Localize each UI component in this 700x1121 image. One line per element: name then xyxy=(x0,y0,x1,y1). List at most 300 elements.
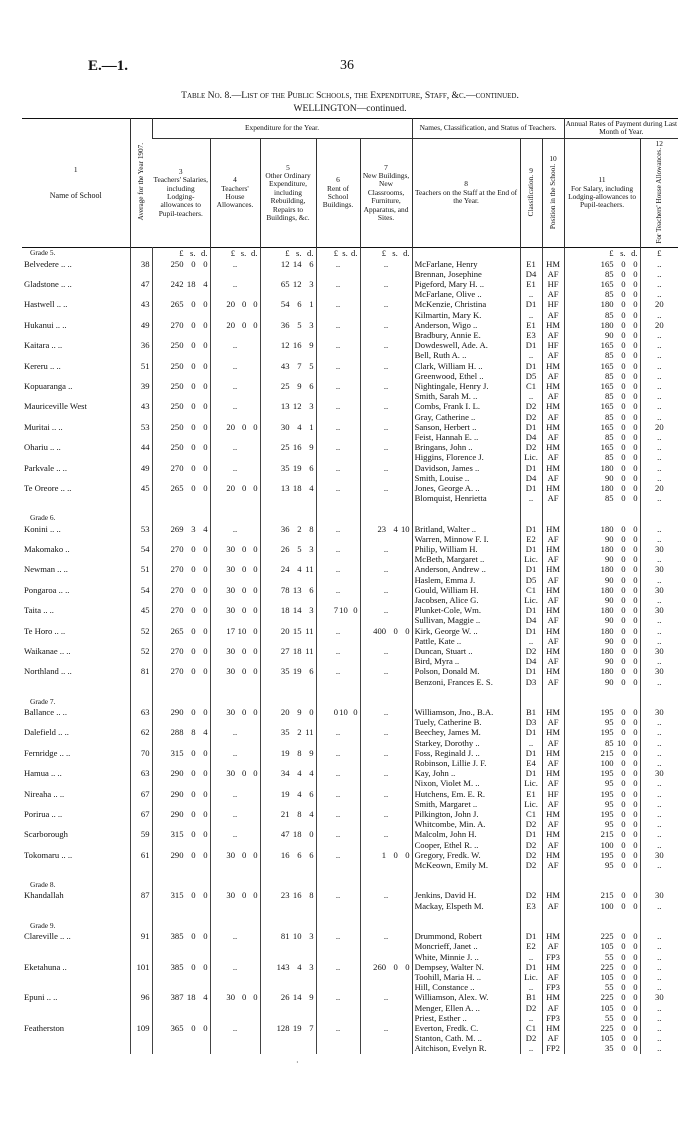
house-allowance-cell xyxy=(210,840,260,850)
position: HM xyxy=(546,543,560,554)
school-row-continued xyxy=(22,819,678,829)
rent-value: .. xyxy=(335,727,341,738)
salaries-cell xyxy=(152,860,210,870)
salary-rate-shillings: 0 xyxy=(621,1033,626,1044)
school-name-cell xyxy=(22,452,130,462)
average-value: 53 xyxy=(140,421,150,432)
salaries-cell xyxy=(152,615,210,625)
rent-cell xyxy=(316,789,360,799)
classification: D2 xyxy=(525,442,537,453)
salaries-amount xyxy=(155,524,208,534)
classification-cell xyxy=(520,768,542,778)
house-amount xyxy=(213,707,258,717)
spacer-cell xyxy=(316,503,360,513)
teacher-name-cell xyxy=(412,809,520,819)
salary-rate-pounds: 165 xyxy=(600,421,614,432)
rent-value: .. xyxy=(335,421,341,432)
other-expenditure-cell xyxy=(260,269,316,279)
classification-cell xyxy=(520,789,542,799)
rent-cell xyxy=(316,310,360,320)
leader-dots: .. xyxy=(62,707,67,718)
salary-rate-pence: 0 xyxy=(633,971,638,982)
new-buildings-cell xyxy=(360,463,412,473)
salaries-amount-shillings: 0 xyxy=(191,564,196,575)
salaries-amount xyxy=(155,626,208,636)
header-rates-group: Annual Rates of Payment during Last Month of Year. xyxy=(565,119,678,137)
rent-cell xyxy=(316,992,360,1002)
salaries-amount-pounds: 265 xyxy=(170,299,184,310)
position: AF xyxy=(547,860,559,871)
salaries-amount-pence: 0 xyxy=(203,646,208,657)
new-buildings-cell xyxy=(360,412,412,422)
school-name: Eketahuna .. xyxy=(24,961,67,972)
house-allowance-cell xyxy=(210,575,260,585)
teacher-name: Bell, Ruth A. .. xyxy=(414,350,467,361)
salary-rate-pounds: 85 xyxy=(604,411,614,422)
classification-cell xyxy=(520,972,542,982)
header-number: 7 xyxy=(384,162,388,172)
position: HM xyxy=(546,931,560,942)
school-name: Mauriceville West xyxy=(24,401,87,412)
other-expenditure-cell xyxy=(260,646,316,656)
rent-cell xyxy=(316,524,360,534)
rent-value: .. xyxy=(335,299,341,310)
other-amount-pounds: 25 xyxy=(280,380,290,391)
position-cell xyxy=(542,778,564,788)
rent-value: .. xyxy=(335,258,341,269)
grade-empty xyxy=(542,880,564,890)
classification: C1 xyxy=(526,584,537,595)
salary-rate-pounds: 165 xyxy=(600,278,614,289)
salaries-cell xyxy=(152,1013,210,1023)
average-cell xyxy=(130,717,152,727)
house-rate: 20 xyxy=(655,299,664,310)
house-rate: 30 xyxy=(655,849,664,860)
classification: D4 xyxy=(525,472,537,483)
average-cell xyxy=(130,962,152,972)
salary-rate-pounds: 195 xyxy=(600,849,614,860)
header-name-of-school xyxy=(22,119,130,248)
house-amount xyxy=(213,320,258,330)
salary-rate xyxy=(567,1013,638,1023)
classification-cell xyxy=(520,463,542,473)
units-money xyxy=(155,248,208,258)
new-buildings-value: .. xyxy=(383,462,389,473)
new-buildings-cell xyxy=(360,738,412,748)
new-buildings-amount-pence: 0 xyxy=(405,625,410,636)
house-rate: 30 xyxy=(655,666,664,677)
classification-cell xyxy=(520,483,542,493)
average-cell xyxy=(130,666,152,676)
position: HM xyxy=(546,666,560,677)
other-amount-shillings: 12 xyxy=(292,278,302,289)
teacher-name: Drummond, Robert xyxy=(414,931,482,942)
salaries-amount-pounds: 288 xyxy=(170,727,184,738)
teacher-name: Anderson, Wigo .. xyxy=(414,319,478,330)
salary-rate-pounds: 55 xyxy=(604,982,614,993)
teacher-name-cell xyxy=(412,789,520,799)
unit-label: £ xyxy=(609,248,614,259)
salaries-amount-pounds: 290 xyxy=(170,788,184,799)
classification: B1 xyxy=(526,992,537,1003)
classification-cell xyxy=(520,432,542,442)
salary-rate-cell xyxy=(564,738,640,748)
position: AF xyxy=(547,778,559,789)
salary-rate-cell xyxy=(564,748,640,758)
other-amount-pence: 3 xyxy=(309,401,314,412)
house-rate-cell xyxy=(640,544,678,554)
grade-title: Grade 9. xyxy=(30,920,56,930)
other-amount-shillings: 18 xyxy=(292,829,302,840)
new-buildings-amount-pence: 0 xyxy=(405,961,410,972)
leader-dots: .. xyxy=(58,421,63,432)
other-amount-pounds: 35 xyxy=(280,666,290,677)
house-rate-cell xyxy=(640,534,678,544)
school-row-continued xyxy=(22,656,678,666)
school-row xyxy=(22,809,678,819)
other-amount-shillings: 12 xyxy=(292,401,302,412)
classification: D2 xyxy=(525,839,537,850)
other-expenditure-cell xyxy=(260,279,316,289)
grade-title-cell xyxy=(22,697,130,707)
new-buildings-cell xyxy=(360,840,412,850)
house-allowance-cell xyxy=(210,850,260,860)
teacher-name-cell xyxy=(412,493,520,503)
salary-rate-pounds: 55 xyxy=(604,1012,614,1023)
other-amount-pence: 11 xyxy=(305,625,314,636)
salary-rate-pence: 0 xyxy=(633,493,638,504)
unit-label: £ xyxy=(179,248,184,259)
other-amount xyxy=(263,666,314,676)
salary-rate-cell xyxy=(564,982,640,992)
school-row-continued xyxy=(22,371,678,381)
position: HM xyxy=(546,707,560,718)
salaries-cell xyxy=(152,350,210,360)
new-buildings-cell xyxy=(360,1033,412,1043)
other-amount-pounds: 24 xyxy=(280,564,290,575)
position: HM xyxy=(546,605,560,616)
salary-rate-shillings: 0 xyxy=(621,462,626,473)
salaries-amount xyxy=(155,992,208,1002)
rent-cell xyxy=(316,1013,360,1023)
salaries-cell xyxy=(152,259,210,269)
classification-cell xyxy=(520,738,542,748)
teacher-name: Williamson, Jno., B.A. xyxy=(414,707,494,718)
salaries-cell xyxy=(152,442,210,452)
classification-cell xyxy=(520,361,542,371)
salary-rate-pounds: 180 xyxy=(600,523,614,534)
salary-rate-shillings: 0 xyxy=(621,309,626,320)
house-rate-cell xyxy=(640,615,678,625)
teacher-name: Pilkington, John J. xyxy=(414,809,479,820)
average-cell xyxy=(130,279,152,289)
salary-rate-shillings: 0 xyxy=(621,380,626,391)
other-expenditure-cell xyxy=(260,299,316,309)
salary-rate-shillings: 0 xyxy=(621,431,626,442)
other-expenditure-cell xyxy=(260,1003,316,1013)
new-buildings-value: .. xyxy=(383,992,389,1003)
classification-cell xyxy=(520,941,542,951)
rent-value: .. xyxy=(335,829,341,840)
leader-dots: .. xyxy=(57,809,63,820)
house-allowance-cell xyxy=(210,432,260,442)
school-row-continued xyxy=(22,677,678,687)
salary-rate xyxy=(567,320,638,330)
school-name-cell xyxy=(22,381,130,391)
new-buildings-value: .. xyxy=(383,707,389,718)
salary-rate-cell xyxy=(564,493,640,503)
house-allowance-cell xyxy=(210,442,260,452)
teacher-name: McKenzie, Christina xyxy=(414,299,487,310)
salaries-cell xyxy=(152,371,210,381)
salary-rate-pounds: 105 xyxy=(600,1002,614,1013)
position: AF xyxy=(547,1033,559,1044)
other-expenditure-cell xyxy=(260,442,316,452)
classification-cell xyxy=(520,850,542,860)
other-expenditure-cell xyxy=(260,1043,316,1053)
grade-title: Grade 8. xyxy=(30,880,56,890)
average-value: 45 xyxy=(140,605,150,616)
salary-rate-cell xyxy=(564,442,640,452)
teacher-name: Tuely, Catherine B. xyxy=(414,717,482,728)
salary-rate-shillings: 0 xyxy=(621,605,626,616)
school-row-continued xyxy=(22,860,678,870)
school-name-cell xyxy=(22,768,130,778)
position-cell xyxy=(542,1003,564,1013)
header-new-buildings xyxy=(360,138,412,247)
teacher-name-cell xyxy=(412,758,520,768)
salaries-amount-shillings: 18 xyxy=(186,278,196,289)
school-row-continued xyxy=(22,473,678,483)
house-rate: .. xyxy=(657,625,662,636)
other-expenditure-cell xyxy=(260,585,316,595)
other-amount-shillings: 13 xyxy=(292,584,302,595)
salary-rate-pence: 0 xyxy=(633,360,638,371)
units-row xyxy=(22,248,678,259)
salary-rate-shillings: 0 xyxy=(621,493,626,504)
salaries-amount-shillings: 0 xyxy=(191,625,196,636)
salaries-cell xyxy=(152,656,210,666)
salary-rate xyxy=(567,748,638,758)
salary-rate-pence: 0 xyxy=(633,595,638,605)
house-rate-cell xyxy=(640,666,678,676)
school-name: Kereru .. xyxy=(24,360,55,371)
rent-value: .. xyxy=(335,931,341,942)
other-amount-pence: 5 xyxy=(309,360,314,371)
position-cell xyxy=(542,666,564,676)
school-name-cell xyxy=(22,646,130,656)
leader-dots: .. xyxy=(66,747,71,758)
house-rate: .. xyxy=(657,839,662,850)
salaries-cell xyxy=(152,789,210,799)
house-amount-shillings: 0 xyxy=(241,299,247,310)
new-buildings-value: .. xyxy=(383,299,389,310)
salaries-amount xyxy=(155,544,208,554)
unit-label: s. xyxy=(190,248,196,259)
salary-rate-cell xyxy=(564,289,640,299)
header-salary-rate xyxy=(564,138,640,247)
salary-rate-pence: 0 xyxy=(633,411,638,422)
average-value: 70 xyxy=(140,747,150,758)
other-expenditure-cell xyxy=(260,493,316,503)
school-row-continued xyxy=(22,330,678,340)
school-name-cell xyxy=(22,727,130,737)
spacer-cell xyxy=(152,870,210,880)
salary-rate-pence: 0 xyxy=(633,289,638,300)
other-amount-pounds: 26 xyxy=(280,992,290,1003)
school-name-cell xyxy=(22,982,130,992)
teacher-name: Philip, William H. xyxy=(414,543,478,554)
school-name-cell xyxy=(22,299,130,309)
classification: E1 xyxy=(526,788,536,799)
classification-cell xyxy=(520,799,542,809)
school-name: Hastwell .. xyxy=(24,299,61,310)
house-amount-shillings: 0 xyxy=(241,421,247,432)
teacher-name: Starkey, Dorothy .. xyxy=(414,737,480,748)
classification: D4 xyxy=(525,268,537,279)
new-buildings-cell xyxy=(360,544,412,554)
teacher-name: White, Minnie J. .. xyxy=(414,951,479,962)
teacher-name-cell xyxy=(412,412,520,422)
new-buildings-value: .. xyxy=(383,401,389,412)
rent-amount-shillings: 10 xyxy=(339,707,348,718)
salaries-amount-pounds: 387 xyxy=(170,992,184,1003)
rent-cell xyxy=(316,605,360,615)
house-allowance-cell xyxy=(210,656,260,666)
house-amount-shillings: 0 xyxy=(241,543,247,554)
teacher-name-cell xyxy=(412,279,520,289)
new-buildings-cell xyxy=(360,605,412,615)
classification-cell xyxy=(520,391,542,401)
classification-cell xyxy=(520,1003,542,1013)
house-rate: .. xyxy=(657,289,662,300)
classification-cell xyxy=(520,524,542,534)
salary-rate-cell xyxy=(564,860,640,870)
salaries-cell xyxy=(152,748,210,758)
other-amount-pounds: 128 xyxy=(276,1022,290,1033)
salary-rate-cell xyxy=(564,299,640,309)
classification: D1 xyxy=(525,482,537,493)
school-row xyxy=(22,544,678,554)
rent-cell xyxy=(316,615,360,625)
school-name-cell xyxy=(22,279,130,289)
average-value: 59 xyxy=(140,829,150,840)
spacer-cell xyxy=(260,911,316,921)
salaries-cell xyxy=(152,666,210,676)
average-cell xyxy=(130,615,152,625)
new-buildings-cell xyxy=(360,320,412,330)
school-row xyxy=(22,381,678,391)
average-cell xyxy=(130,463,152,473)
spacer-cell xyxy=(564,911,640,921)
salary-rate-shillings: 0 xyxy=(621,442,626,453)
salaries-amount-shillings: 0 xyxy=(191,890,196,901)
house-amount-shillings: 0 xyxy=(241,707,247,718)
new-buildings-cell xyxy=(360,279,412,289)
school-name-cell xyxy=(22,738,130,748)
other-expenditure-cell xyxy=(260,931,316,941)
rent-value: .. xyxy=(335,849,341,860)
salary-rate-cell xyxy=(564,412,640,422)
other-amount-shillings: 5 xyxy=(297,543,302,554)
other-amount-shillings: 8 xyxy=(297,747,302,758)
teacher-name-cell xyxy=(412,768,520,778)
rent-cell xyxy=(316,860,360,870)
header-label: Position in the School. xyxy=(548,163,557,229)
house-rate-cell xyxy=(640,890,678,900)
salaries-amount-pence: 0 xyxy=(203,809,208,820)
school-row-continued xyxy=(22,289,678,299)
grade-empty xyxy=(260,697,316,707)
salaries-amount xyxy=(155,890,208,900)
house-allowance-cell xyxy=(210,992,260,1002)
position: HM xyxy=(546,809,560,820)
classification: D1 xyxy=(525,523,537,534)
salary-rate-cell xyxy=(564,829,640,839)
average-cell xyxy=(130,299,152,309)
house-rate-cell xyxy=(640,381,678,391)
salary-rate-pence: 0 xyxy=(633,941,638,952)
house-rate-cell xyxy=(640,493,678,503)
house-allowance-cell xyxy=(210,717,260,727)
rent-value: .. xyxy=(335,543,341,554)
salary-rate-cell xyxy=(564,452,640,462)
classification-cell xyxy=(520,310,542,320)
rent-value: .. xyxy=(335,992,341,1003)
salary-rate-pounds: 165 xyxy=(600,360,614,371)
salaries-amount xyxy=(155,789,208,799)
rent-cell xyxy=(316,636,360,646)
classification-cell xyxy=(520,748,542,758)
house-rate: .. xyxy=(657,554,662,565)
classification: C1 xyxy=(526,1022,537,1033)
other-amount-pence: 8 xyxy=(309,523,314,534)
position: HF xyxy=(547,299,559,310)
new-buildings-value: .. xyxy=(383,564,389,575)
other-amount-pence: 3 xyxy=(309,961,314,972)
average-cell xyxy=(130,473,152,483)
house-rate-cell xyxy=(640,371,678,381)
salaries-cell xyxy=(152,463,210,473)
salaries-amount-pence: 0 xyxy=(203,768,208,779)
classification-cell xyxy=(520,727,542,737)
house-allowance-cell xyxy=(210,452,260,462)
salaries-amount-pounds: 270 xyxy=(170,584,184,595)
salaries-cell xyxy=(152,310,210,320)
unit-label: s. xyxy=(296,248,302,259)
rent-cell xyxy=(316,320,360,330)
position-cell xyxy=(542,340,564,350)
leader-dots: .. xyxy=(67,482,72,493)
house-rate: 30 xyxy=(655,707,664,718)
house-allowance-cell xyxy=(210,636,260,646)
salaries-amount-pounds: 250 xyxy=(170,442,184,453)
rent-cell xyxy=(316,544,360,554)
house-rate: 20 xyxy=(655,319,664,330)
position-cell xyxy=(542,789,564,799)
house-allowance-cell xyxy=(210,391,260,401)
salaries-amount-pence: 0 xyxy=(203,849,208,860)
salary-rate-shillings: 0 xyxy=(621,411,626,422)
new-buildings-cell xyxy=(360,952,412,962)
other-amount-shillings: 6 xyxy=(297,849,302,860)
house-value: .. xyxy=(232,401,238,412)
salaries-cell xyxy=(152,829,210,839)
salary-rate-pence: 0 xyxy=(633,819,638,830)
other-amount xyxy=(263,727,314,737)
classification-cell xyxy=(520,666,542,676)
teacher-name-cell xyxy=(412,840,520,850)
